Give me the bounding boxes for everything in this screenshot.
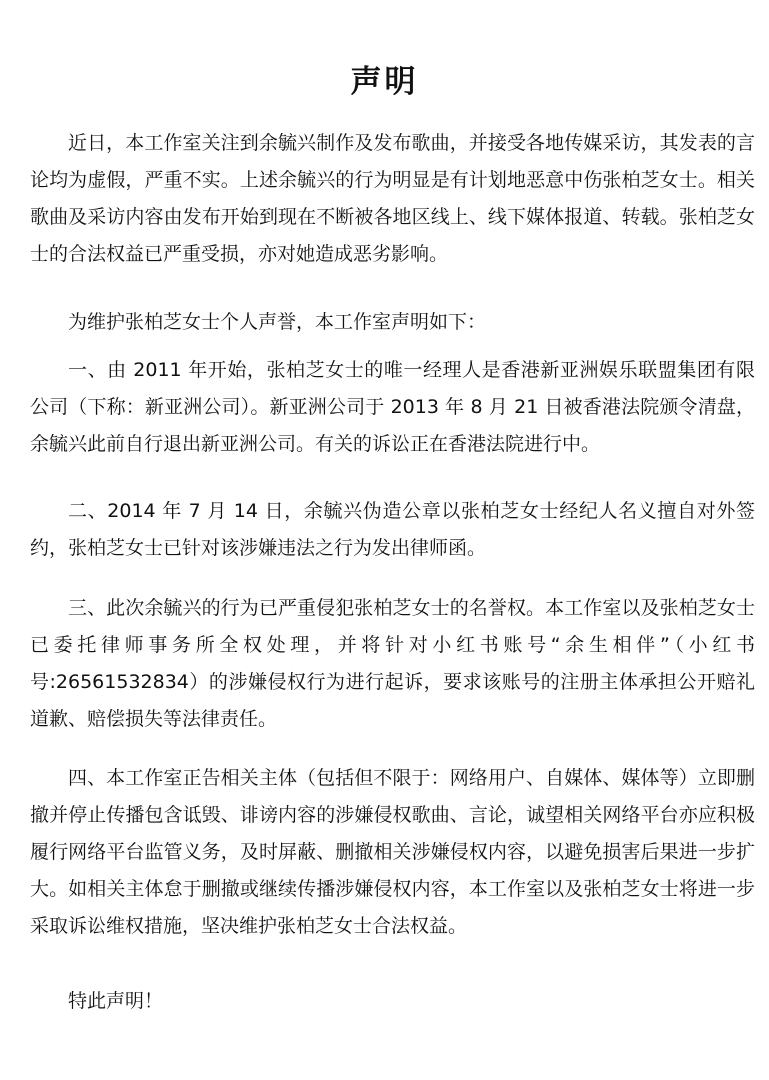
paragraph-intro: 近日，本工作室关注到余毓兴制作及发布歌曲，并接受各地传媒采访，其发表的言论均为虚假，严重不实。上述余毓兴的行为明显是有计划地恶意中伤张柏芝女士。相关歌曲及采访内容由发布开始到现在不断被各地区线上、线下媒体报道、转载。张柏芝女士的合法权益已严重受损，亦对她造成恶劣影响。 [30,132,755,265]
paragraph-point-2: 二、2014 年 7 月 14 日，余毓兴伪造公章以张柏芝女士经纪人名义擅自对外签约，张柏芝女士已针对该涉嫌违法之行为发出律师函。 [30,500,755,559]
paragraph-declaration-lead: 为维护张柏芝女士个人声誉，本工作室声明如下： [68,311,487,333]
paragraph-point-3: 三、此次余毓兴的行为已严重侵犯张柏芝女士的名誉权。本工作室以及张柏芝女士已委托律师事务所全权处理，并将针对小红书账号“余生相伴”（小红书号:26561532834）的涉嫌侵权行为进行起诉，要求该账号的注册主体承担公开赔礼道歉、赔偿损失等法律责任。 [30,597,755,730]
paragraph-point-1: 一、由 2011 年开始，张柏芝女士的唯一经理人是香港新亚洲娱乐联盟集团有限公司（下称：新亚洲公司）。新亚洲公司于 2013 年 8 月 21 日被香港法院颁令清盘，余毓兴此前自行退出新亚洲公司。有关的诉讼正在香港法院进行中。 [30,359,755,455]
paragraph-closing: 特此声明！ [68,990,164,1012]
paragraph-point-4: 四、本工作室正告相关主体（包括但不限于：网络用户、自媒体、媒体等）立即删撤并停止传播包含诋毁、诽谤内容的涉嫌侵权歌曲、言论，诚望相关网络平台亦应积极履行网络平台监管义务，及时屏蔽、删撤相关涉嫌侵权内容，以避免损害后果进一步扩大。如相关主体怠于删撤或继续传播涉嫌侵权内容，本工作室以及张柏芝女士将进一步采取诉讼维权措施，坚决维护张柏芝女士合法权益。 [30,767,755,937]
document-title: 声明 [350,64,419,100]
